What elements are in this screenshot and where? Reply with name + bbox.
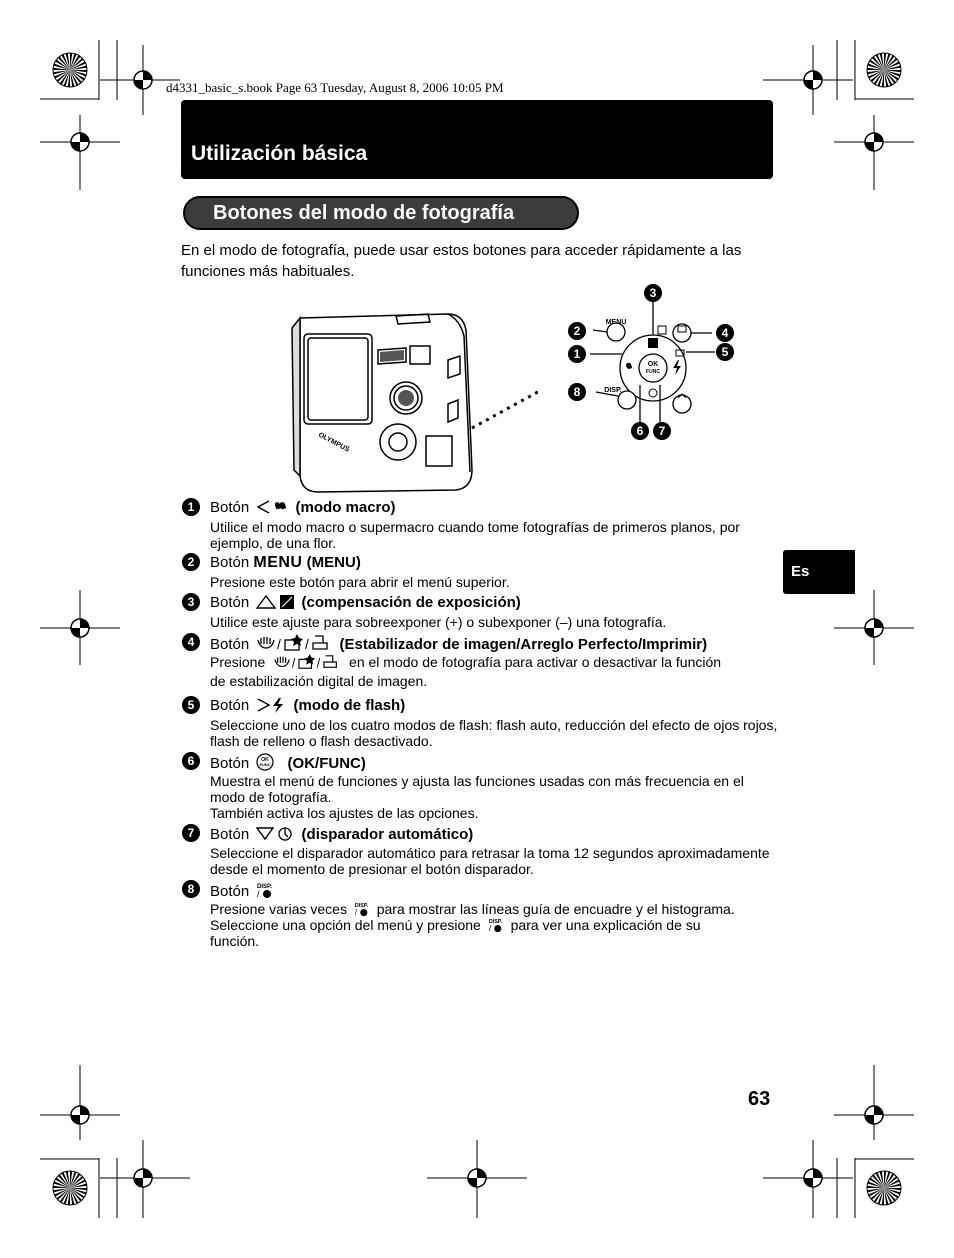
item-heading: Botón DISP. /	[210, 881, 277, 900]
item-description: Presione / / en el modo de fotografía para activar o desactivar la función de estabilización digital de imagen.	[210, 654, 722, 689]
svg-text:FUNC: FUNC	[259, 762, 271, 767]
item-number: 7	[182, 824, 200, 842]
item-heading: Botón (compensación de exposición)	[210, 594, 521, 611]
registration-starburst	[867, 53, 901, 87]
language-tab	[783, 550, 855, 594]
language-tab-label: Es	[791, 563, 810, 580]
item-number: 4	[182, 633, 200, 651]
page-number: 63	[748, 1088, 771, 1110]
item-heading: Botón (disparador automático)	[210, 826, 474, 843]
item-description: Seleccione uno de los cuatro modos de flash: flash auto, reducción del efecto de ojos rojos, flash de relleno o flash desactivado.	[210, 717, 778, 749]
registration-starburst	[867, 1171, 901, 1205]
svg-text:DISP.: DISP.	[354, 903, 368, 910]
stabilizer-print-icon	[271, 654, 343, 670]
stabilizer-print-icon	[255, 634, 333, 652]
callout-8: 8	[568, 383, 586, 401]
registration-starburst	[53, 1171, 87, 1205]
item-heading: Botón (modo macro)	[210, 499, 396, 516]
section-title-pill	[183, 196, 579, 230]
item-description: Utilice el modo macro o supermacro cuando tome fotografías de primeros planos, por ejemplo, de una flor.	[210, 519, 740, 551]
item-description: Seleccione el disparador automático para retrasar la toma 12 segundos aproximadamente desde el momento de presionar el botón disparador.	[210, 845, 770, 877]
svg-text:OK: OK	[261, 757, 270, 763]
ok-diagram-label: OK	[647, 361, 659, 368]
item-heading: Botón (modo de flash)	[210, 697, 406, 714]
callout-4: 4	[716, 324, 734, 342]
callout-6: 6	[631, 422, 649, 440]
flash-button-icon	[255, 697, 287, 713]
menu-button-label: MENU	[253, 554, 303, 571]
brand-label: OLYMPUS	[317, 431, 351, 454]
svg-text:DISP.: DISP.	[488, 919, 502, 926]
section-title: Botones del modo de fotografía	[213, 202, 515, 224]
svg-text:/: /	[316, 656, 321, 670]
item-heading: Botón OK FUNC (OK/FUNC)	[210, 755, 366, 772]
svg-text:/: /	[277, 636, 282, 652]
callout-1: 1	[568, 345, 586, 363]
exposure-button-icon	[255, 594, 295, 610]
item-heading: Botón MENU (MENU)	[210, 554, 361, 571]
menu-diagram-label: MENU	[605, 319, 627, 326]
item-description: Utilice este ajuste para sobreexponer (+) o subexponer (–) una fotografía.	[210, 614, 667, 630]
item-number: 1	[182, 498, 200, 516]
disp-diagram-label: DISP.	[604, 387, 622, 394]
item-number: 5	[182, 696, 200, 714]
svg-text:DISP.: DISP.	[257, 884, 273, 890]
item-number: 6	[182, 752, 200, 770]
item-description: Presione este botón para abrir el menú superior.	[210, 574, 510, 590]
registration-starburst	[53, 53, 87, 87]
book-info: d4331_basic_s.book Page 63 Tuesday, August 8, 2006 10:05 PM	[166, 80, 504, 95]
camera-illustration	[288, 300, 538, 500]
item-number: 8	[182, 880, 200, 898]
disp-help-icon	[487, 917, 505, 933]
svg-text:/: /	[292, 656, 296, 670]
item-heading: Botón / / (Estabilizador de imagen/Arreglo Perfecto/Imprimir)	[210, 636, 708, 653]
chapter-title: Utilización básica	[191, 142, 368, 165]
macro-button-icon	[255, 499, 289, 515]
callout-2: 2	[568, 322, 586, 340]
item-description: Muestra el menú de funciones y ajusta las funciones usadas con más frecuencia en el modo de fotografía. También activa los ajustes de las opciones.	[210, 773, 744, 821]
svg-text:/: /	[305, 636, 310, 652]
ok-func-button-icon	[255, 753, 281, 771]
disp-help-icon	[255, 881, 275, 899]
item-number: 3	[182, 593, 200, 611]
callout-3: 3	[644, 284, 662, 302]
intro-paragraph: En el modo de fotografía, puede usar estos botones para acceder rápidamente a las funciones más habituales.	[181, 242, 742, 280]
svg-text:/: /	[488, 924, 491, 933]
chapter-title-bar	[181, 100, 773, 179]
callout-5: 5	[716, 343, 734, 361]
item-description: Presione varias veces DISP. / para mostrar las líneas guía de encuadre y el histograma. Seleccione una opción del menú y presione DISP. / para ver una explicación de su función.	[210, 901, 735, 949]
callout-7: 7	[653, 422, 671, 440]
svg-text:/: /	[257, 889, 260, 899]
disp-help-icon	[353, 901, 371, 917]
svg-text:/: /	[354, 908, 357, 917]
func-diagram-label: FUNC	[646, 369, 660, 375]
self-timer-button-icon	[255, 825, 295, 842]
item-number: 2	[182, 553, 200, 571]
